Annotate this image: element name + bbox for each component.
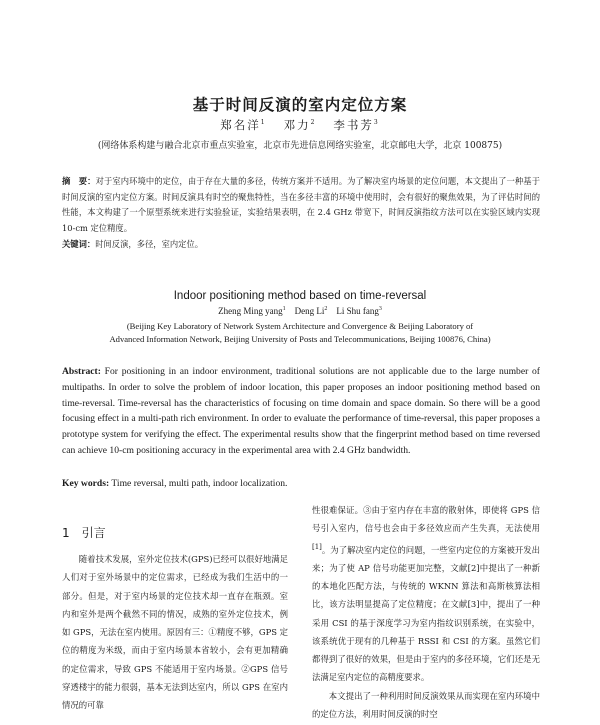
paper-title-english: Indoor positioning method based on time-reversal [173, 290, 427, 302]
keywords-text-chinese: 时间反演，多径，室内定位。 [95, 239, 204, 249]
author-list-english [0, 306, 600, 316]
author-name: Li Shu fang [336, 306, 379, 316]
affiliation-english [0, 320, 600, 346]
body-paragraph: 本文提出了一种利用时间反演效果从而实现在室内环境中的定位方法，利用时间反演的时空 [312, 690, 540, 720]
abstract-text-chinese: 对于室内环境中的定位，由于存在大量的多径，传统方案并不适用。为了解决室内场景的定位问题，本文提出了一种基于时间反演的室内定位方案。时间反演具有时空的聚焦特性，当在多径丰富的环境中使用时，会有很好的聚焦效果，为了评估时间的性能，本文构建了一个原型系统来进行实验验证，实验结果表明，在 2.4 GHz 带宽下，时间反演指纹方法可以在实验区域内实现 10-cm 定位精度。 [62, 176, 540, 233]
author-superscript: 3 [378, 306, 382, 312]
section-heading-introduction: 1 引言 [62, 526, 106, 540]
keywords-english [62, 476, 540, 492]
body-paragraph: 随着技术发展，室外定位技术(GPS)已经可以很好地满足人们对于室外场景中的定位需求，已经成为我们生活中的一部分。但是，对于室内场景的定位技术却一直存在瓶颈。室内和室外是两个截然不同的情况，成熟的室外定位技术，例如 GPS，无法在室内使用。原因有三：①精度不够，GPS 定位的精度为米级，而由于室内场景本省较小，会有更加精确的定位需求，导致 GPS 不能适用于室内场景。②GPS 信号穿透楼宇的能力很弱，基本无法到达室内，所以 GPS 在室内情况的可靠 [62, 554, 288, 711]
abstract-english [62, 364, 540, 459]
abstract-label-chinese: 摘 要： [62, 176, 96, 186]
body-text: 。为了解决室内定位的问题，一些室内定位的方案被开发出来；为了使 AP 信号功能更加完整，文献[2]中提出了一种新的本地化匹配方法，与传统的 WKNN 算法和高斯核算法相比，该方法明显提高了定位精度；在文献[3]中，提出了一种采用 CSI 的基于深度学习为室内指纹识别系统，在实验中，该系统优于现有的几种基于 RSSI 和 CSI 的方案。虽然它们都得到了很好的效果，但是由于室内的多径环境，它们还是无法满足室内定位的高精度要求。 [312, 544, 540, 683]
author-name: 李书芳 [333, 118, 374, 132]
keywords-label-chinese: 关键词： [62, 239, 96, 249]
keywords-label-english: Key words: [62, 478, 110, 489]
author-name: Deng Li [294, 306, 325, 316]
keywords-chinese [62, 237, 540, 253]
abstract-text-english: For positioning in an indoor environment, traditional solutions are not applicable due to the large number of multipaths. In order to solve the problem of indoor location, this paper proposes an indoor positioning method based on time-reversal. Time-reversal has the characteristics of focusing on time domain and space domain. So there will be a good focusing effect in a multi-path rich environment. In order to evaluate the performance of time-reversal, this paper proposes a prototype system for verifying the effect. The experimental results show that the fingerprint method based on time reversed can achieve 10-cm positioning accuracy in the experimental area with 2.4 GHz bandwidth. [62, 366, 540, 456]
keywords-text-english: Time reversal, multi path, indoor localization. [111, 478, 288, 489]
author-superscript: 3 [373, 119, 380, 127]
affiliation-line: Advanced Information Network, Beijing University of Posts and Telecommunications, Beijing 100876, China) [109, 334, 491, 344]
abstract-label-english: Abstract: [62, 366, 101, 377]
body-text: 性很难保证。③由于室内存在丰富的散射体，即使将 GPS 信号引入室内，信号也会由于多径效应而产生失真，无法使用 [312, 505, 540, 534]
body-paragraph [312, 501, 540, 687]
author-name: 郑名洋 [220, 118, 261, 132]
author-superscript: 1 [260, 119, 267, 127]
author-superscript: 2 [324, 306, 328, 312]
author-name: Zheng Ming yang [218, 306, 283, 316]
author-list-chinese [0, 117, 600, 133]
affiliation-chinese: (网络体系构建与融合北京市重点实验室，北京市先进信息网络实验室，北京邮电大学，北京 100875) [97, 141, 503, 151]
affiliation-line: (Beijing Key Laboratory of Network System Architecture and Convergence & Beijing Laboratory of [126, 321, 474, 331]
author-superscript: 1 [282, 306, 286, 312]
abstract-chinese [62, 174, 540, 236]
citation-marker: [1] [312, 542, 322, 551]
body-column-left [62, 538, 288, 715]
body-column-right [312, 501, 540, 723]
author-superscript: 2 [310, 119, 317, 127]
paper-title-chinese: 基于时间反演的室内定位方案 [192, 96, 408, 114]
author-name: 邓力 [283, 118, 311, 132]
